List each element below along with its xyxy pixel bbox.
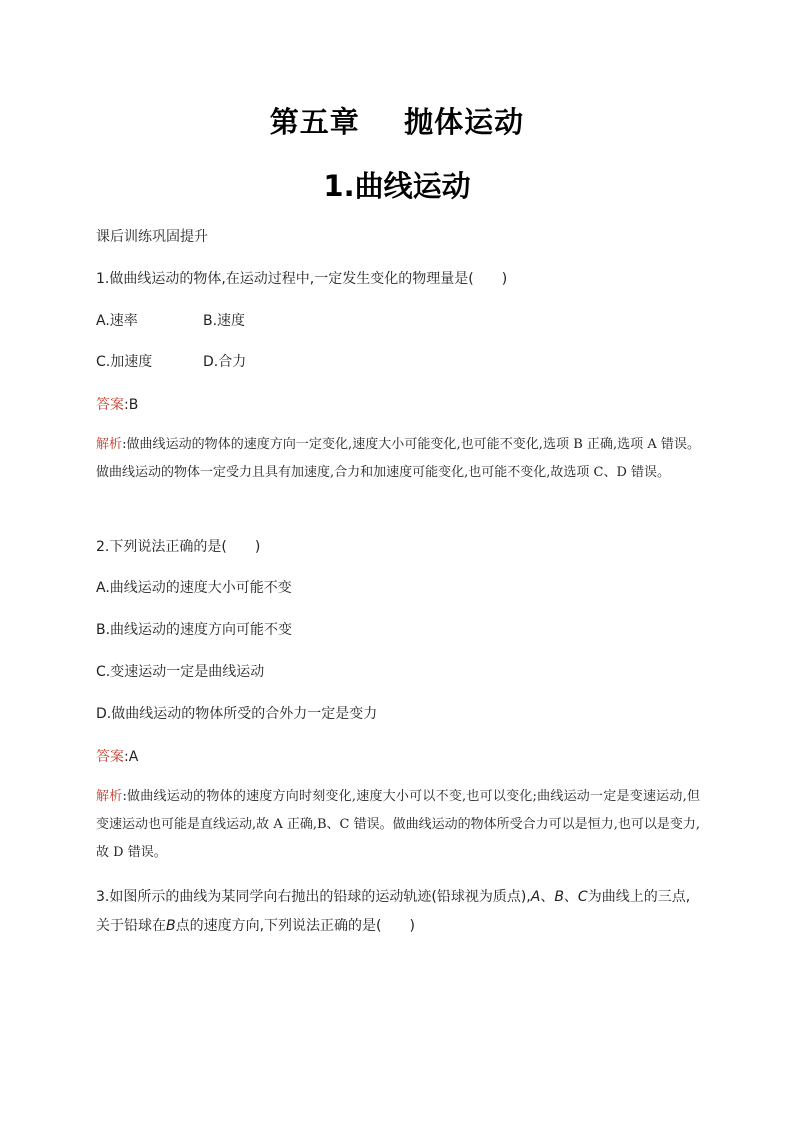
q3-separator-2: 、 bbox=[563, 889, 578, 905]
q1-answer-value: :B bbox=[124, 397, 139, 413]
q2-answer-key: 答案 bbox=[96, 749, 124, 765]
q2-explanation bbox=[96, 783, 700, 867]
q2-option-b: B.曲线运动的速度方向可能不变 bbox=[96, 622, 293, 638]
q2-answer-value: :A bbox=[124, 749, 139, 765]
q1-option-d: D.合力 bbox=[203, 354, 247, 370]
q3-text-part3: 点的速度方向,下列说法正确的是( ) bbox=[175, 918, 415, 934]
q3-point-b-ref: B bbox=[166, 918, 176, 934]
section-label: 课后训练巩固提升 bbox=[96, 229, 208, 245]
q2-option-a: A.曲线运动的速度大小可能不变 bbox=[96, 580, 292, 596]
q1-answer-key: 答案 bbox=[96, 397, 124, 413]
q3-point-a: A bbox=[530, 889, 541, 905]
lesson-title: 1.曲线运动 bbox=[323, 169, 471, 203]
question-2-stem: 2.下列说法正确的是( ) bbox=[96, 539, 261, 555]
chapter-title: 第五章 抛体运动 bbox=[269, 105, 525, 139]
q2-option-c: C.变速运动一定是曲线运动 bbox=[96, 664, 265, 680]
q1-explanation-text: :做曲线运动的物体的速度方向一定变化,速度大小可能变化,也可能不变化,选项 B 正确,选项 A 错误。做曲线运动的物体一定受力且具有加速度,合力和加速度可能变化,也可能不变化,故选项 C、D 错误。 bbox=[96, 437, 700, 480]
question-1-stem: 1.做曲线运动的物体,在运动过程中,一定发生变化的物理量是( ) bbox=[96, 271, 508, 287]
q3-text-part2: 为曲线上的三点,关于铅球在 bbox=[96, 889, 691, 934]
q3-text-part1: 3.如图所示的曲线为某同学向右抛出的铅球的运动轨迹(铅球视为质点), bbox=[96, 889, 531, 905]
q1-option-a: A.速率 bbox=[96, 313, 138, 329]
q1-option-c: C.加速度 bbox=[96, 354, 153, 370]
q3-separator-1: 、 bbox=[540, 889, 555, 905]
q1-option-b: B.速度 bbox=[203, 313, 246, 329]
q2-answer bbox=[96, 746, 138, 766]
q2-explanation-key: 解析 bbox=[96, 789, 123, 804]
question-3-stem bbox=[96, 883, 700, 941]
q3-point-c: C bbox=[577, 889, 588, 905]
q3-point-b: B bbox=[554, 889, 564, 905]
q1-explanation-key: 解析 bbox=[96, 437, 123, 452]
q1-answer bbox=[96, 394, 138, 414]
q2-option-d: D.做曲线运动的物体所受的合外力一定是变力 bbox=[96, 706, 378, 722]
q1-explanation bbox=[96, 431, 700, 487]
q2-explanation-text: :做曲线运动的物体的速度方向时刻变化,速度大小可以不变,也可以变化;曲线运动一定是变速运动,但变速运动也可能是直线运动,故 A 正确,B、C 错误。做曲线运动的物体所受合力可以是恒力,也可以是变力,故 D 错误。 bbox=[96, 789, 700, 860]
